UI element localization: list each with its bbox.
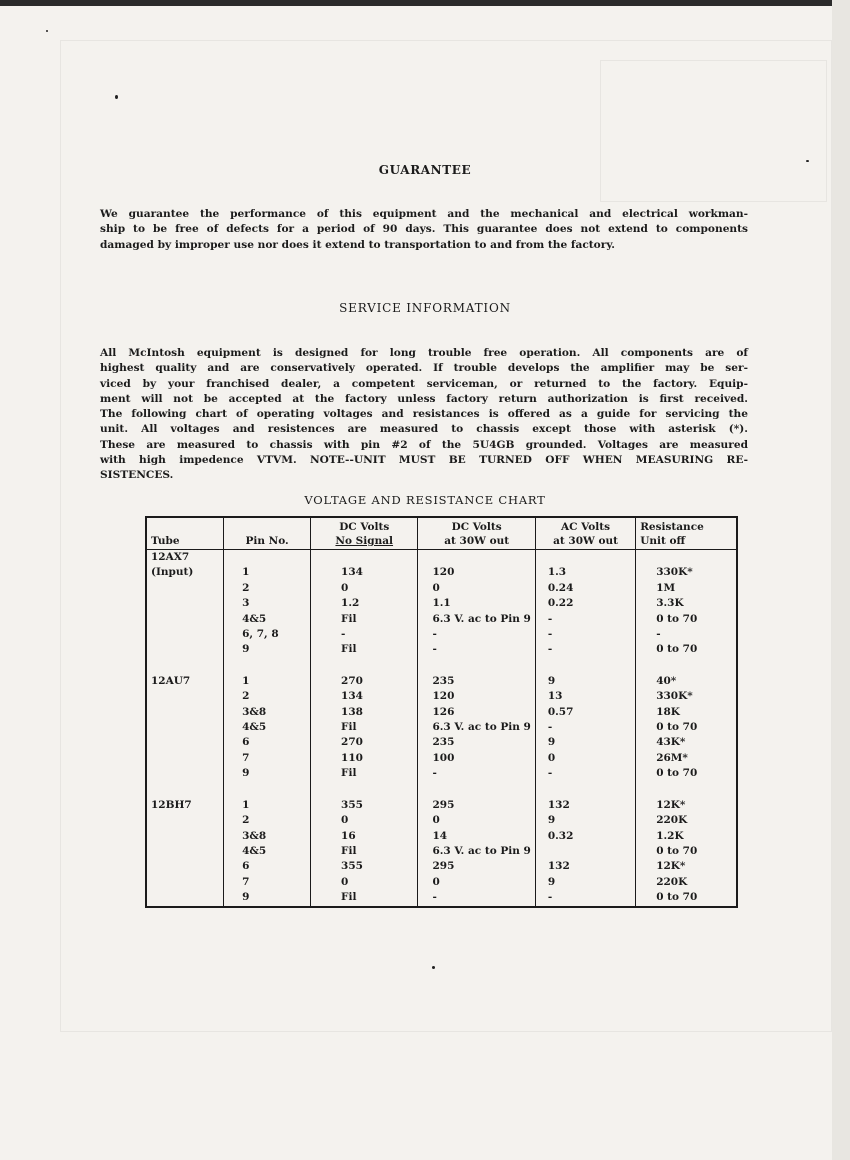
- cell-resistance: 330K*: [636, 689, 737, 704]
- cell-tube: 12AX7: [151, 551, 190, 563]
- cell-resistance: 0 to 70: [636, 612, 737, 627]
- header-resistance-line1: Resistance: [640, 521, 704, 533]
- table-row: [146, 642, 737, 657]
- cell-pin: 7: [224, 875, 311, 890]
- table-row: [146, 705, 737, 720]
- cell-pin: 3&8: [224, 705, 311, 720]
- cell-resistance: 26M*: [636, 751, 737, 766]
- cell-dc-30w: 0: [418, 581, 535, 596]
- cell-dc-no-signal: 0: [311, 875, 418, 890]
- table-row: [146, 735, 737, 750]
- cell-tube: [146, 596, 224, 611]
- header-dc-30w-line1: DC Volts: [451, 521, 502, 533]
- cell-dc-no-signal: -: [311, 627, 418, 642]
- cell-pin: [224, 782, 311, 798]
- cell-dc-30w: 100: [418, 751, 535, 766]
- cell-resistance: 0 to 70: [636, 642, 737, 657]
- cell-dc-30w: [418, 782, 535, 798]
- cell-ac-30w: [535, 844, 635, 859]
- table-row: [146, 689, 737, 704]
- cell-tube: 12AU7: [151, 674, 191, 687]
- scan-speck: [432, 966, 435, 969]
- cell-resistance: 0 to 70: [636, 890, 737, 906]
- header-pin: [224, 517, 311, 550]
- cell-resistance: 18K: [636, 705, 737, 720]
- cell-dc-30w: 126: [418, 705, 535, 720]
- cell-pin: 6: [224, 735, 311, 750]
- cell-dc-30w: 235: [418, 735, 535, 750]
- cell-ac-30w: -: [535, 890, 635, 906]
- cell-tube: [146, 813, 224, 828]
- table-row: [146, 798, 737, 813]
- cell-pin: 4&5: [224, 612, 311, 627]
- cell-ac-30w: 9: [535, 674, 635, 689]
- cell-dc-no-signal: [311, 550, 418, 566]
- table-row: [146, 751, 737, 766]
- cell-dc-30w: 14: [418, 829, 535, 844]
- cell-dc-30w: 120: [418, 689, 535, 704]
- cell-dc-30w: 6.3 V. ac to Pin 9: [418, 720, 535, 735]
- cell-resistance: 3.3K: [636, 596, 737, 611]
- scan-top-edge: [0, 0, 850, 6]
- cell-dc-no-signal: 270: [311, 735, 418, 750]
- cell-resistance: 1.2K: [636, 829, 737, 844]
- cell-pin: 1: [224, 674, 311, 689]
- table-row: [146, 550, 737, 566]
- cell-tube: [146, 751, 224, 766]
- cell-tube: [146, 581, 224, 596]
- cell-pin: [224, 550, 311, 566]
- cell-tube: [146, 705, 224, 720]
- table-row: [146, 658, 737, 674]
- table-row: [146, 890, 737, 906]
- cell-tube: [146, 627, 224, 642]
- header-dc-no-signal-line2: No Signal: [335, 535, 394, 547]
- cell-ac-30w: 9: [535, 735, 635, 750]
- cell-resistance: 220K: [636, 875, 737, 890]
- chart-title: VOLTAGE AND RESISTANCE CHART: [304, 493, 546, 507]
- cell-pin: 2: [224, 581, 311, 596]
- cell-ac-30w: 132: [535, 798, 635, 813]
- header-resistance: [636, 517, 737, 550]
- cell-tube: [146, 642, 224, 657]
- cell-ac-30w: -: [535, 612, 635, 627]
- cell-dc-no-signal: 355: [311, 798, 418, 813]
- cell-ac-30w: -: [535, 720, 635, 735]
- cell-resistance: 0 to 70: [636, 766, 737, 781]
- cell-tube: [146, 720, 224, 735]
- paragraph-line: The following chart of operating voltages and resistances is offered as a guide for servicing the: [100, 408, 748, 421]
- table-row: [146, 829, 737, 844]
- header-ac-30w-line2: at 30W out: [553, 535, 618, 547]
- cell-dc-30w: [418, 550, 535, 566]
- cell-dc-30w: 235: [418, 674, 535, 689]
- guarantee-paragraph: [100, 207, 748, 253]
- guarantee-title: GUARANTEE: [378, 163, 472, 177]
- cell-dc-no-signal: 0: [311, 813, 418, 828]
- cell-ac-30w: [535, 782, 635, 798]
- table-row: [146, 581, 737, 596]
- cell-dc-30w: -: [418, 766, 535, 781]
- cell-pin: 3&8: [224, 829, 311, 844]
- cell-tube: (Input): [151, 566, 194, 579]
- cell-dc-no-signal: 134: [311, 565, 418, 580]
- cell-resistance: -: [636, 627, 737, 642]
- cell-pin: 4&5: [224, 720, 311, 735]
- cell-tube: [146, 689, 224, 704]
- paragraph-line: viced by your franchised dealer, a competent serviceman, or returned to the factory. Equip-: [100, 377, 748, 390]
- table-header-row: [146, 517, 737, 550]
- paragraph-line: ment will not be accepted at the factory unless factory return authorization is first received.: [100, 392, 748, 405]
- cell-dc-no-signal: Fil: [311, 890, 418, 906]
- table-row: [146, 766, 737, 781]
- cell-dc-30w: 6.3 V. ac to Pin 9: [418, 844, 535, 859]
- cell-ac-30w: -: [535, 627, 635, 642]
- header-tube: [146, 517, 224, 550]
- cell-ac-30w: 0.57: [535, 705, 635, 720]
- cell-tube: [146, 829, 224, 844]
- header-ac-30w: [535, 517, 635, 550]
- cell-dc-30w: 0: [418, 813, 535, 828]
- header-dc-30w: [418, 517, 535, 550]
- table-row: [146, 612, 737, 627]
- cell-tube: [146, 859, 224, 874]
- cell-dc-30w: -: [418, 890, 535, 906]
- cell-tube: [146, 735, 224, 750]
- cell-pin: 9: [224, 766, 311, 781]
- table-row: [146, 627, 737, 642]
- cell-dc-no-signal: 270: [311, 674, 418, 689]
- cell-pin: 1: [224, 798, 311, 813]
- cell-dc-30w: 295: [418, 859, 535, 874]
- cell-dc-no-signal: 110: [311, 751, 418, 766]
- cell-dc-no-signal: 1.2: [311, 596, 418, 611]
- cell-tube: [146, 612, 224, 627]
- cell-pin: 1: [224, 565, 311, 580]
- paragraph-line: ship to be free of defects for a period of 90 days. This guarantee does not extend to components: [100, 223, 748, 236]
- cell-tube: [146, 890, 224, 906]
- cell-resistance: 1M: [636, 581, 737, 596]
- cell-tube: [146, 844, 224, 859]
- cell-dc-30w: 295: [418, 798, 535, 813]
- table-row: [146, 720, 737, 735]
- cell-dc-no-signal: 0: [311, 581, 418, 596]
- header-resistance-line2: Unit off: [640, 535, 686, 547]
- paragraph-line: SISTENCES.: [100, 469, 174, 482]
- cell-tube: [146, 875, 224, 890]
- cell-pin: 9: [224, 890, 311, 906]
- cell-resistance: 40*: [636, 674, 737, 689]
- table-row: [146, 596, 737, 611]
- cell-pin: [224, 658, 311, 674]
- cell-resistance: [636, 782, 737, 798]
- header-dc-no-signal: [311, 517, 418, 550]
- cell-pin: 7: [224, 751, 311, 766]
- paragraph-line: highest quality and are conservatively operated. If trouble develops the amplifier may be ser-: [100, 362, 748, 375]
- header-dc-no-signal-line1: DC Volts: [339, 521, 390, 533]
- scan-speck: [115, 95, 118, 99]
- header-tube-label: Tube: [151, 535, 180, 547]
- header-pin-label: Pin No.: [245, 535, 289, 547]
- cell-resistance: 12K*: [636, 859, 737, 874]
- voltage-resistance-table: [145, 516, 738, 908]
- service-title: SERVICE INFORMATION: [339, 301, 511, 315]
- cell-dc-no-signal: Fil: [311, 844, 418, 859]
- cell-pin: 6, 7, 8: [224, 627, 311, 642]
- table-row: [146, 674, 737, 689]
- cell-pin: 4&5: [224, 844, 311, 859]
- table-row: [146, 813, 737, 828]
- cell-pin: 3: [224, 596, 311, 611]
- cell-tube: [146, 782, 224, 798]
- cell-dc-30w: -: [418, 642, 535, 657]
- cell-dc-no-signal: Fil: [311, 720, 418, 735]
- scan-speck: [46, 30, 48, 32]
- cell-dc-no-signal: 16: [311, 829, 418, 844]
- cell-tube: 12BH7: [151, 798, 192, 811]
- cell-pin: 2: [224, 689, 311, 704]
- cell-ac-30w: 9: [535, 875, 635, 890]
- header-ac-30w-line1: AC Volts: [560, 521, 611, 533]
- cell-dc-no-signal: 138: [311, 705, 418, 720]
- cell-dc-30w: 120: [418, 565, 535, 580]
- cell-ac-30w: 0.24: [535, 581, 635, 596]
- cell-pin: 2: [224, 813, 311, 828]
- cell-dc-no-signal: Fil: [311, 766, 418, 781]
- cell-pin: 9: [224, 642, 311, 657]
- header-dc-30w-line2: at 30W out: [444, 535, 510, 547]
- cell-dc-no-signal: Fil: [311, 612, 418, 627]
- cell-ac-30w: 0.22: [535, 596, 635, 611]
- cell-resistance: 330K*: [636, 565, 737, 580]
- cell-ac-30w: 0: [535, 751, 635, 766]
- cell-ac-30w: [535, 658, 635, 674]
- cell-resistance: 220K: [636, 813, 737, 828]
- cell-dc-30w: 6.3 V. ac to Pin 9: [418, 612, 535, 627]
- cell-pin: 6: [224, 859, 311, 874]
- cell-ac-30w: 0.32: [535, 829, 635, 844]
- bleed-through-box: [600, 60, 827, 202]
- paragraph-line: All McIntosh equipment is designed for long trouble free operation. All components are of: [100, 347, 748, 359]
- table-row: [146, 859, 737, 874]
- table-row: [146, 782, 737, 798]
- cell-dc-no-signal: 134: [311, 689, 418, 704]
- cell-dc-30w: 0: [418, 875, 535, 890]
- cell-ac-30w: [535, 550, 635, 566]
- cell-resistance: 43K*: [636, 735, 737, 750]
- table-row: [146, 875, 737, 890]
- cell-dc-no-signal: [311, 658, 418, 674]
- paragraph-line: We guarantee the performance of this equipment and the mechanical and electrical workman-: [100, 208, 748, 220]
- cell-resistance: 0 to 70: [636, 844, 737, 859]
- cell-resistance: [636, 658, 737, 674]
- paragraph-line: damaged by improper use nor does it extend to transportation to and from the factory.: [100, 238, 615, 251]
- paragraph-line: with high impedence VTVM. NOTE--UNIT MUST BE TURNED OFF WHEN MEASURING RE-: [100, 454, 748, 467]
- paragraph-line: These are measured to chassis with pin #2 of the 5U4GB grounded. Voltages are measured: [100, 438, 748, 451]
- table-row: [146, 565, 737, 580]
- service-paragraph: [100, 346, 748, 484]
- cell-dc-no-signal: [311, 782, 418, 798]
- cell-ac-30w: 132: [535, 859, 635, 874]
- scan-speck: [806, 160, 809, 162]
- cell-dc-30w: -: [418, 627, 535, 642]
- cell-ac-30w: 9: [535, 813, 635, 828]
- cell-resistance: [636, 550, 737, 566]
- cell-dc-no-signal: Fil: [311, 642, 418, 657]
- cell-ac-30w: -: [535, 642, 635, 657]
- paragraph-line: unit. All voltages and resistences are measured to chassis except those with asterisk (*).: [100, 423, 748, 436]
- cell-resistance: 0 to 70: [636, 720, 737, 735]
- table-body: [146, 550, 737, 907]
- cell-dc-no-signal: 355: [311, 859, 418, 874]
- cell-ac-30w: -: [535, 766, 635, 781]
- table-row: [146, 844, 737, 859]
- cell-dc-30w: [418, 658, 535, 674]
- cell-resistance: 12K*: [636, 798, 737, 813]
- cell-tube: [146, 658, 224, 674]
- cell-dc-30w: 1.1: [418, 596, 535, 611]
- cell-ac-30w: 1.3: [535, 565, 635, 580]
- cell-tube: [146, 766, 224, 781]
- cell-ac-30w: 13: [535, 689, 635, 704]
